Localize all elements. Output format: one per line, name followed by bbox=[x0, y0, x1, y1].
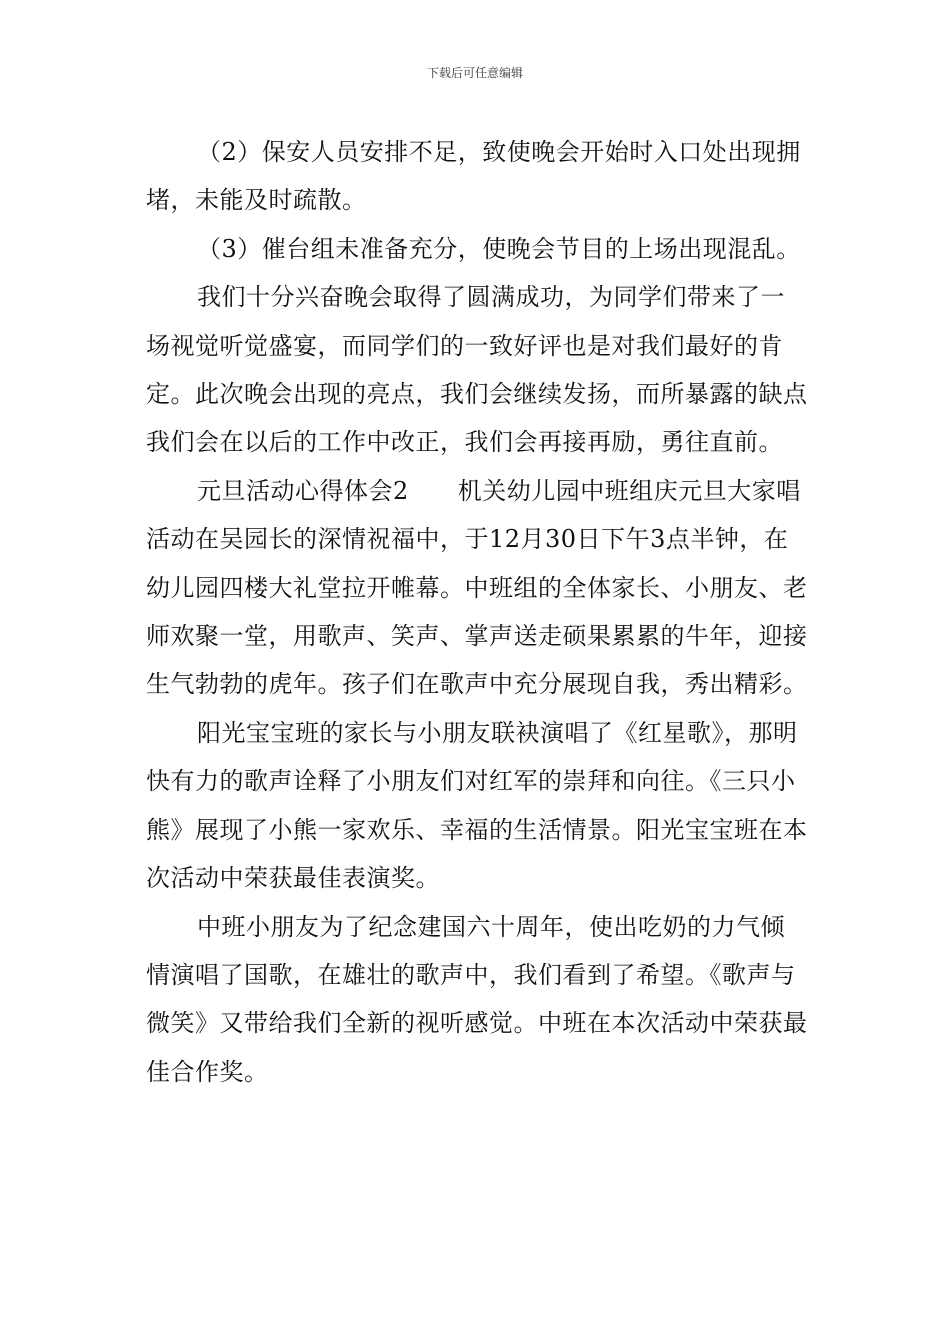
paragraph-middle-class: 中班小朋友为了纪念建国六十周年，使出吃奶的力气倾情演唱了国歌，在雄壮的歌声中，我们看到了希望。《歌声与微笑》又带给我们全新的视听感觉。中班在本次活动中荣获最佳合作奖。 bbox=[146, 912, 808, 1086]
paragraph-backstage-issue: （3）催台组未准备充分，使晚会节目的上场出现混乱。 bbox=[197, 234, 801, 263]
page-header: 下载后可任意编辑 bbox=[426, 66, 523, 80]
document-body bbox=[146, 128, 808, 1096]
paragraph-new-year-event: 元旦活动心得体会2 机关幼儿园中班组庆元旦大家唱活动在吴园长的深情祝福中，于12月30日下午3点半钟，在幼儿园四楼大礼堂拉开帷幕。中班组的全体家长、小朋友、老师欢聚一堂，用歌声、笑声、掌声送走硕果累累的牛年，迎接生气勃勃的虎年。孩子们在歌声中充分展现自我，秀出精彩。 bbox=[146, 476, 808, 699]
paragraph-sunshine-class: 阳光宝宝班的家长与小朋友联袂演唱了《红星歌》，那明快有力的歌声诠释了小朋友们对红军的崇拜和向往。《三只小熊》展现了小熊一家欢乐、幸福的生活情景。阳光宝宝班在本次活动中荣获最佳表演奖。 bbox=[146, 718, 808, 893]
paragraph-summary: 我们十分兴奋晚会取得了圆满成功，为同学们带来了一场视觉听觉盛宴，而同学们的一致好评也是对我们最好的肯定。此次晚会出现的亮点，我们会继续发扬，而所暴露的缺点我们会在以后的工作中改正，我们会再接再励，勇往直前。 bbox=[146, 283, 808, 457]
paragraph-security-issue: （2）保安人员安排不足，致使晚会开始时入口处出现拥堵，未能及时疏散。 bbox=[146, 138, 801, 215]
